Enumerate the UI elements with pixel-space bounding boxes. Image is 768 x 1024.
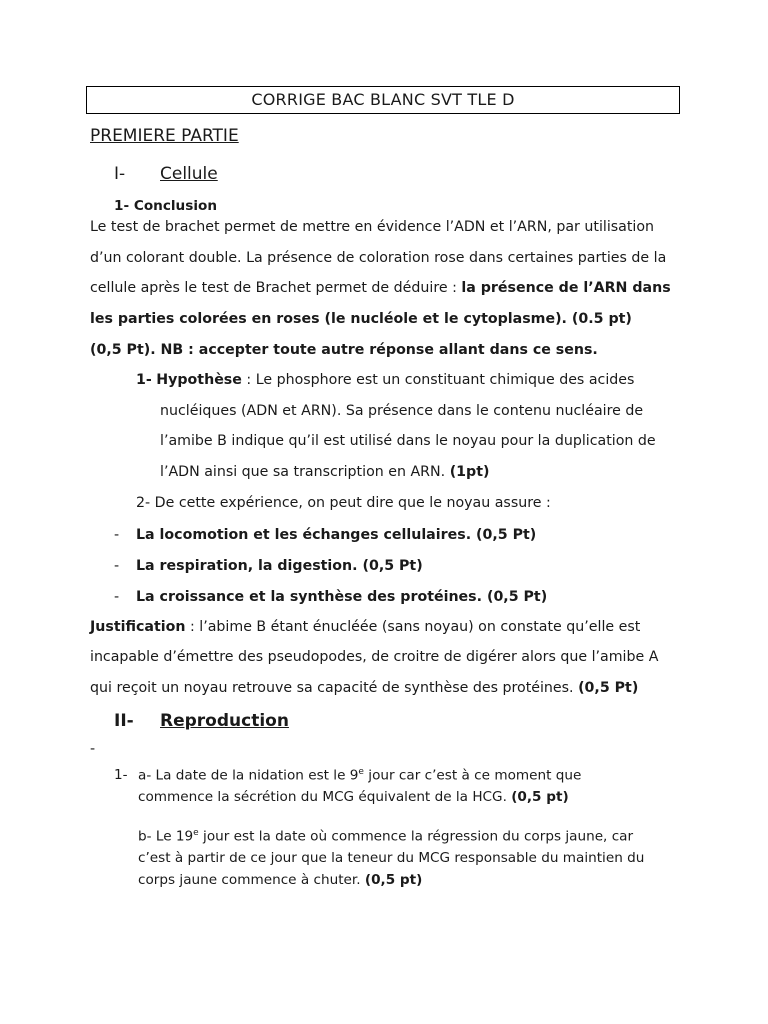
subsection-conclusion [114, 198, 217, 214]
answer-b-line-1 [138, 828, 633, 845]
conclusion-text: cellule après le test de Brachet permet de déduire : [90, 280, 457, 296]
answer-b-text-end: corps jaune commence à chuter. [138, 872, 361, 888]
section2-number: II- [114, 711, 134, 731]
answer-b-text: b- Le 19 [138, 828, 194, 845]
list-item [114, 527, 119, 543]
justification-label: Justification [90, 619, 186, 635]
hypothesis-text-end: l’ADN ainsi que sa transcription en ARN. [160, 464, 446, 480]
bullet-dash: - [114, 589, 120, 605]
list-item [114, 589, 119, 605]
bullet-text: La locomotion et les échanges cellulaires [136, 527, 466, 543]
part-title: PREMIERE PARTIE [90, 126, 239, 146]
justification-text: : l’abime B étant énucléée (sans noyau) on constate qu’elle est [189, 619, 641, 635]
hypothesis-text: : Le phosphore est un constituant chimique des acides [246, 372, 635, 388]
conclusion-answer: la présence de l’ARN dans [461, 280, 671, 296]
question-2: 2- De cette expérience, on peut dire que le noyau assure : [136, 495, 551, 511]
justification-points: (0,5 Pt) [578, 680, 639, 696]
answer-a-line-2 [138, 789, 569, 805]
bullet-points: . (0,5 Pt) [352, 558, 423, 574]
bullet-dash: - [114, 558, 120, 574]
bullet-text: La croissance et la synthèse des protéines [136, 589, 477, 605]
conclusion-line-2: d’un colorant double. La présence de coloration rose dans certaines parties de la [90, 250, 667, 266]
subsection-title: Conclusion [133, 198, 217, 214]
superscript: e [358, 767, 364, 777]
conclusion-line-5: (0,5 Pt). NB : accepter toute autre réponse allant dans ce sens. [90, 342, 598, 358]
hypothesis-line-3: l’amibe B indique qu’il est utilisé dans le noyau pour la duplication de [160, 433, 656, 449]
answer-a-text-cont: jour car c’est à ce moment que [363, 767, 582, 784]
list-item [114, 558, 119, 574]
list-item-text [136, 527, 536, 543]
justification-line-1 [90, 619, 640, 635]
justification-line-3 [90, 680, 638, 696]
hypothesis-line-1 [136, 372, 634, 388]
conclusion-line-4: les parties colorées en roses (le nucléole et le cytoplasme). (0.5 pt) [90, 311, 632, 327]
bullet-points: . (0,5 Pt) [476, 589, 548, 605]
subsection-number: 1- [114, 198, 130, 214]
answer-b-line-3 [138, 872, 422, 888]
answer-a-text: a- La date de la nidation est le 9 [138, 767, 359, 784]
conclusion-line-3 [90, 280, 671, 296]
superscript: e [193, 828, 199, 838]
document-title: CORRIGE BAC BLANC SVT TLE D [86, 86, 680, 114]
bullet-dash: - [114, 527, 120, 543]
answer-a-line-1 [138, 767, 581, 784]
hypothesis-line-4 [160, 464, 489, 480]
section1-number: I- [114, 164, 126, 184]
list-item-text [136, 558, 423, 574]
answer-a-points: (0,5 pt) [511, 789, 569, 805]
list-item-text [136, 589, 547, 605]
hypothesis-number: 1- [136, 372, 152, 388]
bullet-text: La respiration, la digestion [136, 558, 353, 574]
answer-b-points: (0,5 pt) [364, 872, 423, 888]
section1-title: Cellule [160, 164, 218, 184]
hypothesis-line-2: nucléiques (ADN et ARN). Sa présence dans le contenu nucléaire de [160, 403, 644, 419]
bullet-points: . (0,5 Pt) [465, 527, 537, 543]
conclusion-line-1: Le test de brachet permet de mettre en évidence l’ADN et l’ARN, par utilisation [90, 219, 655, 235]
justification-line-2: incapable d’émettre des pseudopodes, de croitre de digérer alors que l’amibe A [90, 649, 659, 665]
answer-b-line-2: c’est à partir de ce jour que la teneur du MCG responsable du maintien du [138, 850, 645, 866]
answer-a-text-end: commence la sécrétion du MCG équivalent de la HCG. [138, 789, 507, 805]
justification-text-end: qui reçoit un noyau retrouve sa capacité de synthèse des protéines. [90, 680, 574, 696]
section2-title: Reproduction [160, 711, 289, 731]
hypothesis-label: Hypothèse [156, 372, 242, 388]
item-1-number: 1- [114, 767, 128, 783]
section2-dash: - [90, 741, 96, 757]
hypothesis-points: (1pt) [449, 464, 490, 480]
answer-b-text-cont: jour est la date où commence la régression du corps jaune, car [198, 828, 634, 845]
